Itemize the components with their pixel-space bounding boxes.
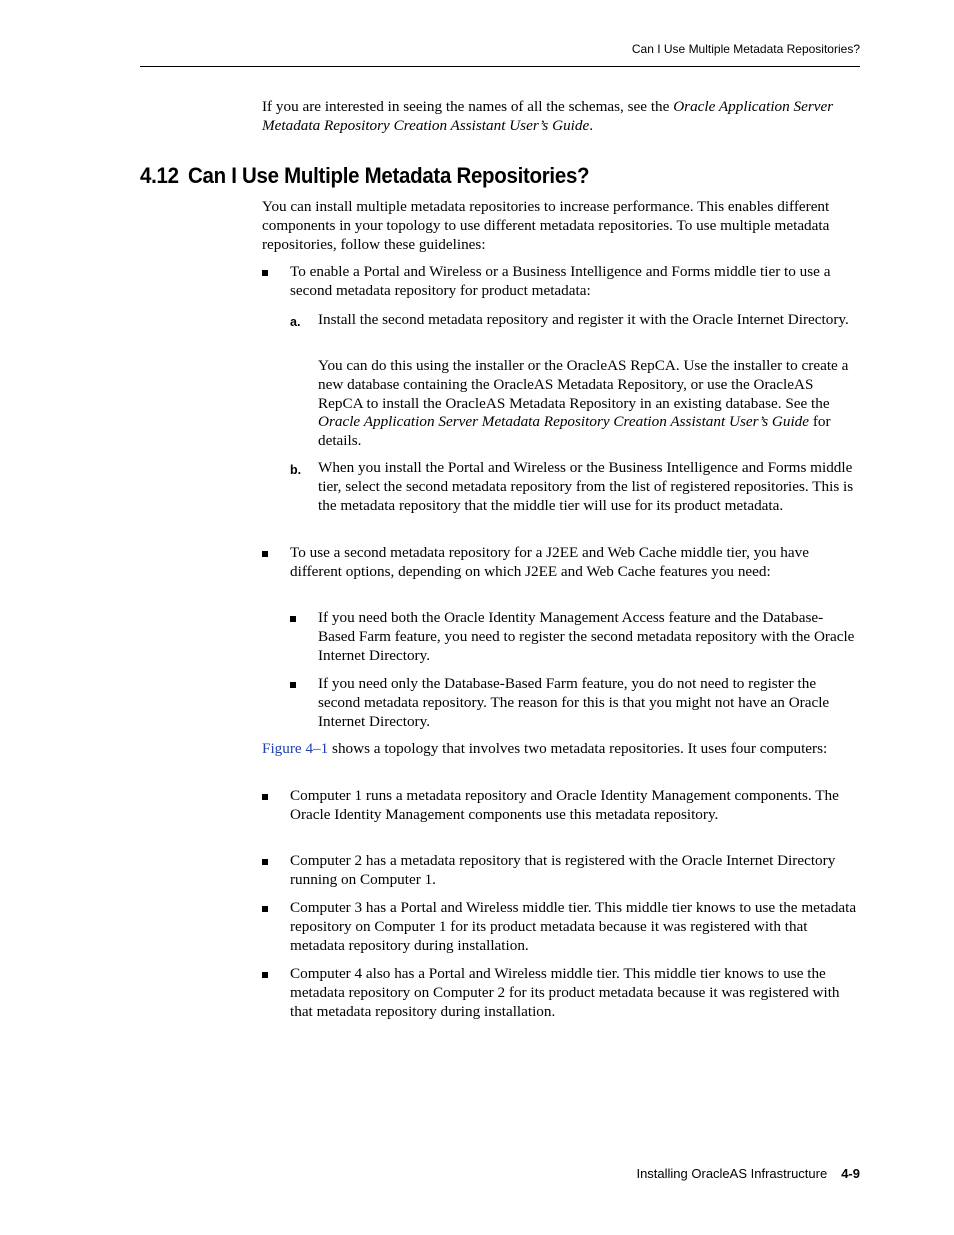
footer-page-number: 4-9 [841, 1166, 860, 1181]
step-b-text: When you install the Portal and Wireless or the Business Intelligence and Forms middle tier, select the second metadata repository from the list of registered repositories. This is the metadata repository that the middle tier will use for its product metadata. [318, 459, 854, 514]
intro-text-end: . [589, 116, 594, 134]
guideline-subitem-2: If you need only the Database-Based Farm feature, you do not need to register the second metadata repository. The reason for this is that you might not have an Oracle Internet Directory. [318, 675, 830, 730]
step-label-a: a. [290, 315, 301, 329]
section-number: 4.12 [140, 163, 179, 188]
step-a-guide-title: Oracle Application Server Metadata Repository Creation Assistant User’s Guide [318, 413, 810, 431]
intro-text: If you are interested in seeing the names of all the schemas, see the [262, 98, 674, 115]
guideline-subitem-1: If you need both the Oracle Identity Management Access feature and the Database-Based Farm feature, you need to register the second metadata repository with the Oracle Internet Directory. [318, 609, 855, 664]
intro-paragraph [262, 98, 860, 136]
step-a-text: Install the second metadata repository and register it with the Oracle Internet Directory. [318, 311, 849, 328]
bullet-icon [262, 972, 268, 978]
intro-guide-title: Oracle Application Server Metadata Repository Creation Assistant User’s Guide [262, 98, 834, 134]
bullet-icon [290, 682, 296, 688]
bullet-icon [262, 551, 268, 557]
step-a-note [318, 357, 860, 451]
footer-book-title: Installing OracleAS Infrastructure [636, 1166, 828, 1181]
figure-link[interactable]: Figure 4–1 [262, 740, 329, 757]
bullet-icon [262, 794, 268, 800]
computer-item-1: Computer 1 runs a metadata repository and Oracle Identity Management components. The Oracle Identity Management components use this metadata repository. [290, 787, 839, 823]
section-paragraph: You can install multiple metadata repositories to increase performance. This enables different components in your topology to use different metadata repositories. To use multiple metadata repositories, follow these guidelines: [262, 198, 830, 253]
page-footer [636, 1166, 860, 1181]
bullet-icon [290, 616, 296, 622]
bullet-icon [262, 859, 268, 865]
guideline-item-2: To use a second metadata repository for a J2EE and Web Cache middle tier, you have different options, depending on which J2EE and Web Cache features you need: [290, 544, 809, 580]
step-label-b: b. [290, 463, 302, 477]
running-header: Can I Use Multiple Metadata Repositories? [631, 42, 860, 56]
step-a-note-end: for details. [318, 413, 831, 450]
bullet-icon [262, 270, 268, 276]
header-rule [140, 66, 860, 67]
figure-paragraph-text: shows a topology that involves two metadata repositories. It uses four computers: [328, 740, 828, 757]
computer-item-3: Computer 3 has a Portal and Wireless middle tier. This middle tier knows to use the metadata repository on Computer 1 for its product metadata because it was registered with that metadata repository during installation. [290, 899, 857, 954]
guideline-item-1: To enable a Portal and Wireless or a Business Intelligence and Forms middle tier to use a second metadata repository for product metadata: [290, 263, 831, 299]
bullet-icon [262, 906, 268, 912]
section-heading [140, 163, 589, 189]
computer-item-4: Computer 4 also has a Portal and Wireless middle tier. This middle tier knows to use the metadata repository on Computer 2 for its product metadata because it was registered with that metadata repository during installation. [290, 965, 840, 1020]
computer-item-2: Computer 2 has a metadata repository that is registered with the Oracle Internet Directory running on Computer 1. [290, 852, 836, 888]
figure-paragraph [262, 740, 860, 759]
step-a-note-text: You can do this using the installer or the OracleAS RepCA. Use the installer to create a new database containing the OracleAS Metadata Repository, or use the OracleAS RepCA to install the OracleAS Metadata Repository in an existing database. See the [318, 357, 849, 412]
section-title: Can I Use Multiple Metadata Repositories? [188, 163, 590, 188]
